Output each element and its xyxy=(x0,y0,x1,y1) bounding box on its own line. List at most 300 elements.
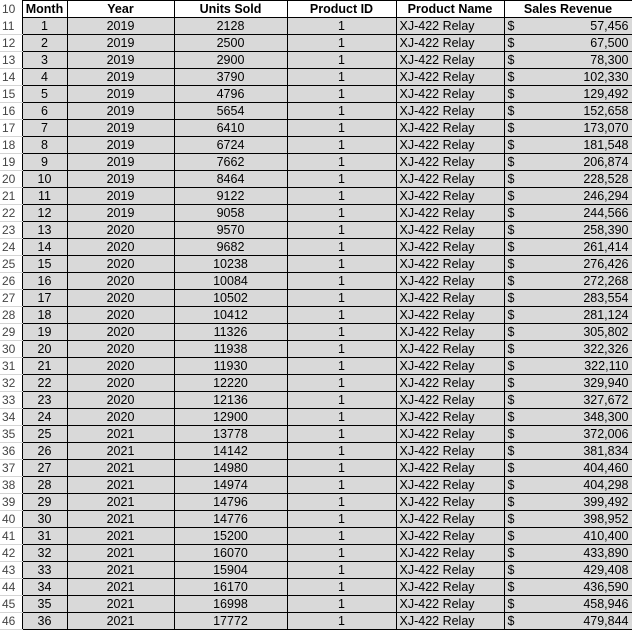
product-name-cell[interactable]: XJ-422 Relay xyxy=(396,69,504,86)
table-row xyxy=(0,137,632,154)
year-cell[interactable]: 2021 xyxy=(67,494,174,511)
month-cell[interactable]: 33 xyxy=(22,562,67,579)
year-cell[interactable]: 2021 xyxy=(67,426,174,443)
product-name-cell[interactable]: XJ-422 Relay xyxy=(396,307,504,324)
revenue-amount: 272,268 xyxy=(583,274,629,288)
year-cell[interactable]: 2019 xyxy=(67,35,174,52)
year-cell[interactable]: 2021 xyxy=(67,460,174,477)
units-sold-cell[interactable]: 10084 xyxy=(174,273,287,290)
sales-revenue-cell[interactable] xyxy=(504,562,632,579)
year-cell[interactable]: 2019 xyxy=(67,205,174,222)
product-id-cell[interactable]: 1 xyxy=(287,307,396,324)
month-cell[interactable]: 10 xyxy=(22,171,67,188)
month-cell[interactable]: 13 xyxy=(22,222,67,239)
sales-revenue-cell[interactable] xyxy=(504,579,632,596)
sales-revenue-cell[interactable] xyxy=(504,324,632,341)
sales-revenue-cell[interactable] xyxy=(504,18,632,35)
sales-revenue-cell[interactable] xyxy=(504,188,632,205)
sales-revenue-cell[interactable] xyxy=(504,154,632,171)
table-row xyxy=(0,613,632,630)
table-row xyxy=(0,256,632,273)
product-id-cell[interactable]: 1 xyxy=(287,273,396,290)
row-number[interactable]: 23 xyxy=(0,222,22,239)
month-cell[interactable]: 15 xyxy=(22,256,67,273)
year-cell[interactable]: 2019 xyxy=(67,69,174,86)
product-id-cell[interactable]: 1 xyxy=(287,256,396,273)
product-name-cell[interactable]: XJ-422 Relay xyxy=(396,409,504,426)
month-cell[interactable]: 8 xyxy=(22,137,67,154)
revenue-amount: 329,940 xyxy=(583,376,629,390)
product-name-cell[interactable]: XJ-422 Relay xyxy=(396,477,504,494)
row-number[interactable]: 17 xyxy=(0,120,22,137)
units-sold-cell[interactable]: 8464 xyxy=(174,171,287,188)
units-sold-cell[interactable]: 3790 xyxy=(174,69,287,86)
revenue-amount: 206,874 xyxy=(583,155,629,169)
month-cell[interactable]: 30 xyxy=(22,511,67,528)
product-id-cell[interactable]: 1 xyxy=(287,290,396,307)
product-name-cell[interactable]: XJ-422 Relay xyxy=(396,324,504,341)
units-sold-cell[interactable]: 15200 xyxy=(174,528,287,545)
row-number[interactable]: 38 xyxy=(0,477,22,494)
year-cell[interactable]: 2019 xyxy=(67,103,174,120)
row-number[interactable]: 15 xyxy=(0,86,22,103)
sales-revenue-cell[interactable] xyxy=(504,35,632,52)
month-cell[interactable]: 25 xyxy=(22,426,67,443)
sales-revenue-cell[interactable] xyxy=(504,443,632,460)
product-id-cell[interactable]: 1 xyxy=(287,103,396,120)
year-cell[interactable]: 2020 xyxy=(67,256,174,273)
row-number[interactable]: 41 xyxy=(0,528,22,545)
sales-revenue-cell[interactable] xyxy=(504,358,632,375)
product-id-cell[interactable]: 1 xyxy=(287,222,396,239)
sales-revenue-cell[interactable] xyxy=(504,307,632,324)
header-sales-revenue[interactable]: Sales Revenue xyxy=(504,1,632,18)
row-number[interactable]: 46 xyxy=(0,613,22,630)
product-name-cell[interactable]: XJ-422 Relay xyxy=(396,290,504,307)
product-name-cell[interactable]: XJ-422 Relay xyxy=(396,545,504,562)
units-sold-cell[interactable]: 14980 xyxy=(174,460,287,477)
product-name-cell[interactable]: XJ-422 Relay xyxy=(396,171,504,188)
year-cell[interactable]: 2020 xyxy=(67,273,174,290)
units-sold-cell[interactable]: 14142 xyxy=(174,443,287,460)
month-cell[interactable]: 6 xyxy=(22,103,67,120)
revenue-amount: 67,500 xyxy=(590,36,629,50)
table-row xyxy=(0,103,632,120)
sales-revenue-cell[interactable] xyxy=(504,375,632,392)
product-id-cell[interactable]: 1 xyxy=(287,494,396,511)
year-cell[interactable]: 2020 xyxy=(67,222,174,239)
row-number[interactable]: 45 xyxy=(0,596,22,613)
product-id-cell[interactable]: 1 xyxy=(287,460,396,477)
month-cell[interactable]: 35 xyxy=(22,596,67,613)
month-cell[interactable]: 29 xyxy=(22,494,67,511)
product-name-cell[interactable]: XJ-422 Relay xyxy=(396,426,504,443)
sales-revenue-cell[interactable] xyxy=(504,290,632,307)
units-sold-cell[interactable]: 14796 xyxy=(174,494,287,511)
units-sold-cell[interactable]: 13778 xyxy=(174,426,287,443)
sales-revenue-cell[interactable] xyxy=(504,596,632,613)
row-number[interactable]: 18 xyxy=(0,137,22,154)
header-units-sold[interactable]: Units Sold xyxy=(174,1,287,18)
sales-revenue-cell[interactable] xyxy=(504,511,632,528)
currency-symbol: $ xyxy=(507,529,515,543)
product-id-cell[interactable]: 1 xyxy=(287,375,396,392)
product-id-cell[interactable]: 1 xyxy=(287,579,396,596)
month-cell[interactable]: 20 xyxy=(22,341,67,358)
table-row xyxy=(0,358,632,375)
month-cell[interactable]: 16 xyxy=(22,273,67,290)
row-number[interactable]: 40 xyxy=(0,511,22,528)
sales-revenue-cell[interactable] xyxy=(504,409,632,426)
year-cell[interactable]: 2019 xyxy=(67,86,174,103)
currency-symbol: $ xyxy=(507,495,515,509)
month-cell[interactable]: 3 xyxy=(22,52,67,69)
product-id-cell[interactable]: 1 xyxy=(287,613,396,630)
product-id-cell[interactable]: 1 xyxy=(287,426,396,443)
year-cell[interactable]: 2020 xyxy=(67,290,174,307)
row-number[interactable]: 26 xyxy=(0,273,22,290)
row-number[interactable]: 10 xyxy=(0,1,22,18)
units-sold-cell[interactable]: 9122 xyxy=(174,188,287,205)
row-number[interactable]: 28 xyxy=(0,307,22,324)
sales-revenue-cell[interactable] xyxy=(504,477,632,494)
month-cell[interactable]: 34 xyxy=(22,579,67,596)
year-cell[interactable]: 2021 xyxy=(67,596,174,613)
row-number[interactable]: 25 xyxy=(0,256,22,273)
product-id-cell[interactable]: 1 xyxy=(287,358,396,375)
product-name-cell[interactable]: XJ-422 Relay xyxy=(396,222,504,239)
year-cell[interactable]: 2020 xyxy=(67,358,174,375)
row-number[interactable]: 42 xyxy=(0,545,22,562)
row-number[interactable]: 14 xyxy=(0,69,22,86)
year-cell[interactable]: 2019 xyxy=(67,120,174,137)
row-number[interactable]: 44 xyxy=(0,579,22,596)
year-cell[interactable]: 2021 xyxy=(67,528,174,545)
revenue-amount: 381,834 xyxy=(583,444,629,458)
product-name-cell[interactable]: XJ-422 Relay xyxy=(396,511,504,528)
product-name-cell[interactable]: XJ-422 Relay xyxy=(396,86,504,103)
year-cell[interactable]: 2019 xyxy=(67,18,174,35)
product-id-cell[interactable]: 1 xyxy=(287,18,396,35)
product-name-cell[interactable]: XJ-422 Relay xyxy=(396,392,504,409)
product-id-cell[interactable]: 1 xyxy=(287,35,396,52)
month-cell[interactable]: 26 xyxy=(22,443,67,460)
row-number[interactable]: 30 xyxy=(0,341,22,358)
month-cell[interactable]: 2 xyxy=(22,35,67,52)
row-number[interactable]: 35 xyxy=(0,426,22,443)
product-name-cell[interactable]: XJ-422 Relay xyxy=(396,596,504,613)
currency-symbol: $ xyxy=(507,359,515,373)
product-id-cell[interactable]: 1 xyxy=(287,341,396,358)
currency-symbol: $ xyxy=(507,342,515,356)
revenue-amount: 258,390 xyxy=(583,223,629,237)
row-number[interactable]: 32 xyxy=(0,375,22,392)
units-sold-cell[interactable]: 6410 xyxy=(174,120,287,137)
row-number[interactable]: 22 xyxy=(0,205,22,222)
product-name-cell[interactable]: XJ-422 Relay xyxy=(396,120,504,137)
product-id-cell[interactable]: 1 xyxy=(287,596,396,613)
year-cell[interactable]: 2021 xyxy=(67,613,174,630)
sales-revenue-cell[interactable] xyxy=(504,341,632,358)
sales-revenue-cell[interactable] xyxy=(504,222,632,239)
product-name-cell[interactable]: XJ-422 Relay xyxy=(396,460,504,477)
product-name-cell[interactable]: XJ-422 Relay xyxy=(396,52,504,69)
year-cell[interactable]: 2019 xyxy=(67,137,174,154)
year-cell[interactable]: 2020 xyxy=(67,341,174,358)
units-sold-cell[interactable]: 11938 xyxy=(174,341,287,358)
product-name-cell[interactable]: XJ-422 Relay xyxy=(396,205,504,222)
units-sold-cell[interactable]: 14974 xyxy=(174,477,287,494)
units-sold-cell[interactable]: 2500 xyxy=(174,35,287,52)
product-id-cell[interactable]: 1 xyxy=(287,562,396,579)
year-cell[interactable]: 2021 xyxy=(67,443,174,460)
product-id-cell[interactable]: 1 xyxy=(287,239,396,256)
product-name-cell[interactable]: XJ-422 Relay xyxy=(396,358,504,375)
year-cell[interactable]: 2021 xyxy=(67,579,174,596)
sales-revenue-cell[interactable] xyxy=(504,103,632,120)
units-sold-cell[interactable]: 12220 xyxy=(174,375,287,392)
units-sold-cell[interactable]: 12900 xyxy=(174,409,287,426)
month-cell[interactable]: 7 xyxy=(22,120,67,137)
sales-revenue-cell[interactable] xyxy=(504,171,632,188)
units-sold-cell[interactable]: 14776 xyxy=(174,511,287,528)
units-sold-cell[interactable]: 16070 xyxy=(174,545,287,562)
header-month[interactable]: Month xyxy=(22,1,67,18)
product-id-cell[interactable]: 1 xyxy=(287,86,396,103)
revenue-amount: 246,294 xyxy=(583,189,629,203)
sales-revenue-cell[interactable] xyxy=(504,239,632,256)
product-id-cell[interactable]: 1 xyxy=(287,409,396,426)
sales-revenue-cell[interactable] xyxy=(504,273,632,290)
year-cell[interactable]: 2020 xyxy=(67,375,174,392)
product-name-cell[interactable]: XJ-422 Relay xyxy=(396,137,504,154)
units-sold-cell[interactable]: 10238 xyxy=(174,256,287,273)
product-name-cell[interactable]: XJ-422 Relay xyxy=(396,239,504,256)
product-id-cell[interactable]: 1 xyxy=(287,392,396,409)
month-cell[interactable]: 36 xyxy=(22,613,67,630)
year-cell[interactable]: 2019 xyxy=(67,52,174,69)
month-cell[interactable]: 19 xyxy=(22,324,67,341)
sales-revenue-cell[interactable] xyxy=(504,426,632,443)
revenue-amount: 436,590 xyxy=(583,580,629,594)
sales-revenue-cell[interactable] xyxy=(504,69,632,86)
units-sold-cell[interactable]: 7662 xyxy=(174,154,287,171)
currency-symbol: $ xyxy=(507,138,515,152)
product-id-cell[interactable]: 1 xyxy=(287,188,396,205)
revenue-amount: 78,300 xyxy=(590,53,629,67)
table-row xyxy=(0,52,632,69)
sales-revenue-cell[interactable] xyxy=(504,256,632,273)
month-cell[interactable]: 22 xyxy=(22,375,67,392)
table-row xyxy=(0,324,632,341)
product-id-cell[interactable]: 1 xyxy=(287,171,396,188)
product-name-cell[interactable]: XJ-422 Relay xyxy=(396,154,504,171)
month-cell[interactable]: 4 xyxy=(22,69,67,86)
year-cell[interactable]: 2021 xyxy=(67,562,174,579)
row-number[interactable]: 27 xyxy=(0,290,22,307)
product-name-cell[interactable]: XJ-422 Relay xyxy=(396,273,504,290)
month-cell[interactable]: 32 xyxy=(22,545,67,562)
revenue-amount: 228,528 xyxy=(583,172,629,186)
row-number[interactable]: 19 xyxy=(0,154,22,171)
sales-revenue-cell[interactable] xyxy=(504,137,632,154)
product-id-cell[interactable]: 1 xyxy=(287,120,396,137)
row-number[interactable]: 11 xyxy=(0,18,22,35)
sales-revenue-cell[interactable] xyxy=(504,392,632,409)
sales-revenue-cell[interactable] xyxy=(504,613,632,630)
units-sold-cell[interactable]: 12136 xyxy=(174,392,287,409)
units-sold-cell[interactable]: 9682 xyxy=(174,239,287,256)
product-name-cell[interactable]: XJ-422 Relay xyxy=(396,35,504,52)
currency-symbol: $ xyxy=(507,580,515,594)
product-id-cell[interactable]: 1 xyxy=(287,205,396,222)
row-number[interactable]: 34 xyxy=(0,409,22,426)
units-sold-cell[interactable]: 16170 xyxy=(174,579,287,596)
revenue-amount: 102,330 xyxy=(583,70,629,84)
product-name-cell[interactable]: XJ-422 Relay xyxy=(396,443,504,460)
year-cell[interactable]: 2021 xyxy=(67,477,174,494)
product-name-cell[interactable]: XJ-422 Relay xyxy=(396,18,504,35)
units-sold-cell[interactable]: 2900 xyxy=(174,52,287,69)
units-sold-cell[interactable]: 10502 xyxy=(174,290,287,307)
row-number[interactable]: 43 xyxy=(0,562,22,579)
row-number[interactable]: 39 xyxy=(0,494,22,511)
year-cell[interactable]: 2020 xyxy=(67,392,174,409)
year-cell[interactable]: 2020 xyxy=(67,239,174,256)
product-id-cell[interactable]: 1 xyxy=(287,528,396,545)
currency-symbol: $ xyxy=(507,274,515,288)
product-id-cell[interactable]: 1 xyxy=(287,477,396,494)
sales-revenue-cell[interactable] xyxy=(504,545,632,562)
product-id-cell[interactable]: 1 xyxy=(287,154,396,171)
product-id-cell[interactable]: 1 xyxy=(287,511,396,528)
units-sold-cell[interactable]: 11326 xyxy=(174,324,287,341)
revenue-amount: 173,070 xyxy=(583,121,629,135)
month-cell[interactable]: 14 xyxy=(22,239,67,256)
product-name-cell[interactable]: XJ-422 Relay xyxy=(396,341,504,358)
row-number[interactable]: 29 xyxy=(0,324,22,341)
year-cell[interactable]: 2020 xyxy=(67,409,174,426)
month-cell[interactable]: 21 xyxy=(22,358,67,375)
sales-revenue-cell[interactable] xyxy=(504,52,632,69)
month-cell[interactable]: 5 xyxy=(22,86,67,103)
revenue-amount: 429,408 xyxy=(583,563,629,577)
product-name-cell[interactable]: XJ-422 Relay xyxy=(396,562,504,579)
row-number[interactable]: 20 xyxy=(0,171,22,188)
year-cell[interactable]: 2020 xyxy=(67,324,174,341)
month-cell[interactable]: 31 xyxy=(22,528,67,545)
revenue-amount: 327,672 xyxy=(583,393,629,407)
row-number[interactable]: 37 xyxy=(0,460,22,477)
month-cell[interactable]: 11 xyxy=(22,188,67,205)
revenue-amount: 348,300 xyxy=(583,410,629,424)
currency-symbol: $ xyxy=(507,512,515,526)
sales-revenue-cell[interactable] xyxy=(504,494,632,511)
row-number[interactable]: 12 xyxy=(0,35,22,52)
row-number[interactable]: 24 xyxy=(0,239,22,256)
revenue-amount: 398,952 xyxy=(583,512,629,526)
year-cell[interactable]: 2021 xyxy=(67,511,174,528)
units-sold-cell[interactable]: 17772 xyxy=(174,613,287,630)
table-row xyxy=(0,579,632,596)
month-cell[interactable]: 28 xyxy=(22,477,67,494)
product-id-cell[interactable]: 1 xyxy=(287,69,396,86)
units-sold-cell[interactable]: 9058 xyxy=(174,205,287,222)
product-id-cell[interactable]: 1 xyxy=(287,545,396,562)
row-number[interactable]: 16 xyxy=(0,103,22,120)
month-cell[interactable]: 24 xyxy=(22,409,67,426)
month-cell[interactable]: 27 xyxy=(22,460,67,477)
units-sold-cell[interactable]: 4796 xyxy=(174,86,287,103)
units-sold-cell[interactable]: 16998 xyxy=(174,596,287,613)
month-cell[interactable]: 23 xyxy=(22,392,67,409)
header-year[interactable]: Year xyxy=(67,1,174,18)
units-sold-cell[interactable]: 11930 xyxy=(174,358,287,375)
revenue-amount: 399,492 xyxy=(583,495,629,509)
year-cell[interactable]: 2019 xyxy=(67,154,174,171)
currency-symbol: $ xyxy=(507,36,515,50)
year-cell[interactable]: 2020 xyxy=(67,307,174,324)
year-cell[interactable]: 2019 xyxy=(67,171,174,188)
month-cell[interactable]: 17 xyxy=(22,290,67,307)
units-sold-cell[interactable]: 6724 xyxy=(174,137,287,154)
units-sold-cell[interactable]: 9570 xyxy=(174,222,287,239)
sales-revenue-cell[interactable] xyxy=(504,205,632,222)
sales-revenue-cell[interactable] xyxy=(504,460,632,477)
year-cell[interactable]: 2021 xyxy=(67,545,174,562)
year-cell[interactable]: 2019 xyxy=(67,188,174,205)
units-sold-cell[interactable]: 10412 xyxy=(174,307,287,324)
product-id-cell[interactable]: 1 xyxy=(287,443,396,460)
table-body xyxy=(0,18,632,630)
units-sold-cell[interactable]: 15904 xyxy=(174,562,287,579)
row-number[interactable]: 13 xyxy=(0,52,22,69)
product-name-cell[interactable]: XJ-422 Relay xyxy=(396,528,504,545)
product-id-cell[interactable]: 1 xyxy=(287,137,396,154)
currency-symbol: $ xyxy=(507,121,515,135)
month-cell[interactable]: 9 xyxy=(22,154,67,171)
product-name-cell[interactable]: XJ-422 Relay xyxy=(396,579,504,596)
table-row xyxy=(0,392,632,409)
product-name-cell[interactable]: XJ-422 Relay xyxy=(396,256,504,273)
units-sold-cell[interactable]: 2128 xyxy=(174,18,287,35)
row-number[interactable]: 33 xyxy=(0,392,22,409)
row-number[interactable]: 36 xyxy=(0,443,22,460)
sales-revenue-cell[interactable] xyxy=(504,528,632,545)
currency-symbol: $ xyxy=(507,172,515,186)
product-name-cell[interactable]: XJ-422 Relay xyxy=(396,103,504,120)
product-id-cell[interactable]: 1 xyxy=(287,52,396,69)
month-cell[interactable]: 18 xyxy=(22,307,67,324)
header-product-name[interactable]: Product Name xyxy=(396,1,504,18)
sales-revenue-cell[interactable] xyxy=(504,86,632,103)
units-sold-cell[interactable]: 5654 xyxy=(174,103,287,120)
product-name-cell[interactable]: XJ-422 Relay xyxy=(396,375,504,392)
row-number[interactable]: 31 xyxy=(0,358,22,375)
sales-revenue-cell[interactable] xyxy=(504,120,632,137)
revenue-amount: 458,946 xyxy=(583,597,629,611)
month-cell[interactable]: 1 xyxy=(22,18,67,35)
revenue-amount: 244,566 xyxy=(583,206,629,220)
product-id-cell[interactable]: 1 xyxy=(287,324,396,341)
row-number[interactable]: 21 xyxy=(0,188,22,205)
table-row xyxy=(0,460,632,477)
product-name-cell[interactable]: XJ-422 Relay xyxy=(396,188,504,205)
product-name-cell[interactable]: XJ-422 Relay xyxy=(396,494,504,511)
header-product-id[interactable]: Product ID xyxy=(287,1,396,18)
month-cell[interactable]: 12 xyxy=(22,205,67,222)
product-name-cell[interactable]: XJ-422 Relay xyxy=(396,613,504,630)
